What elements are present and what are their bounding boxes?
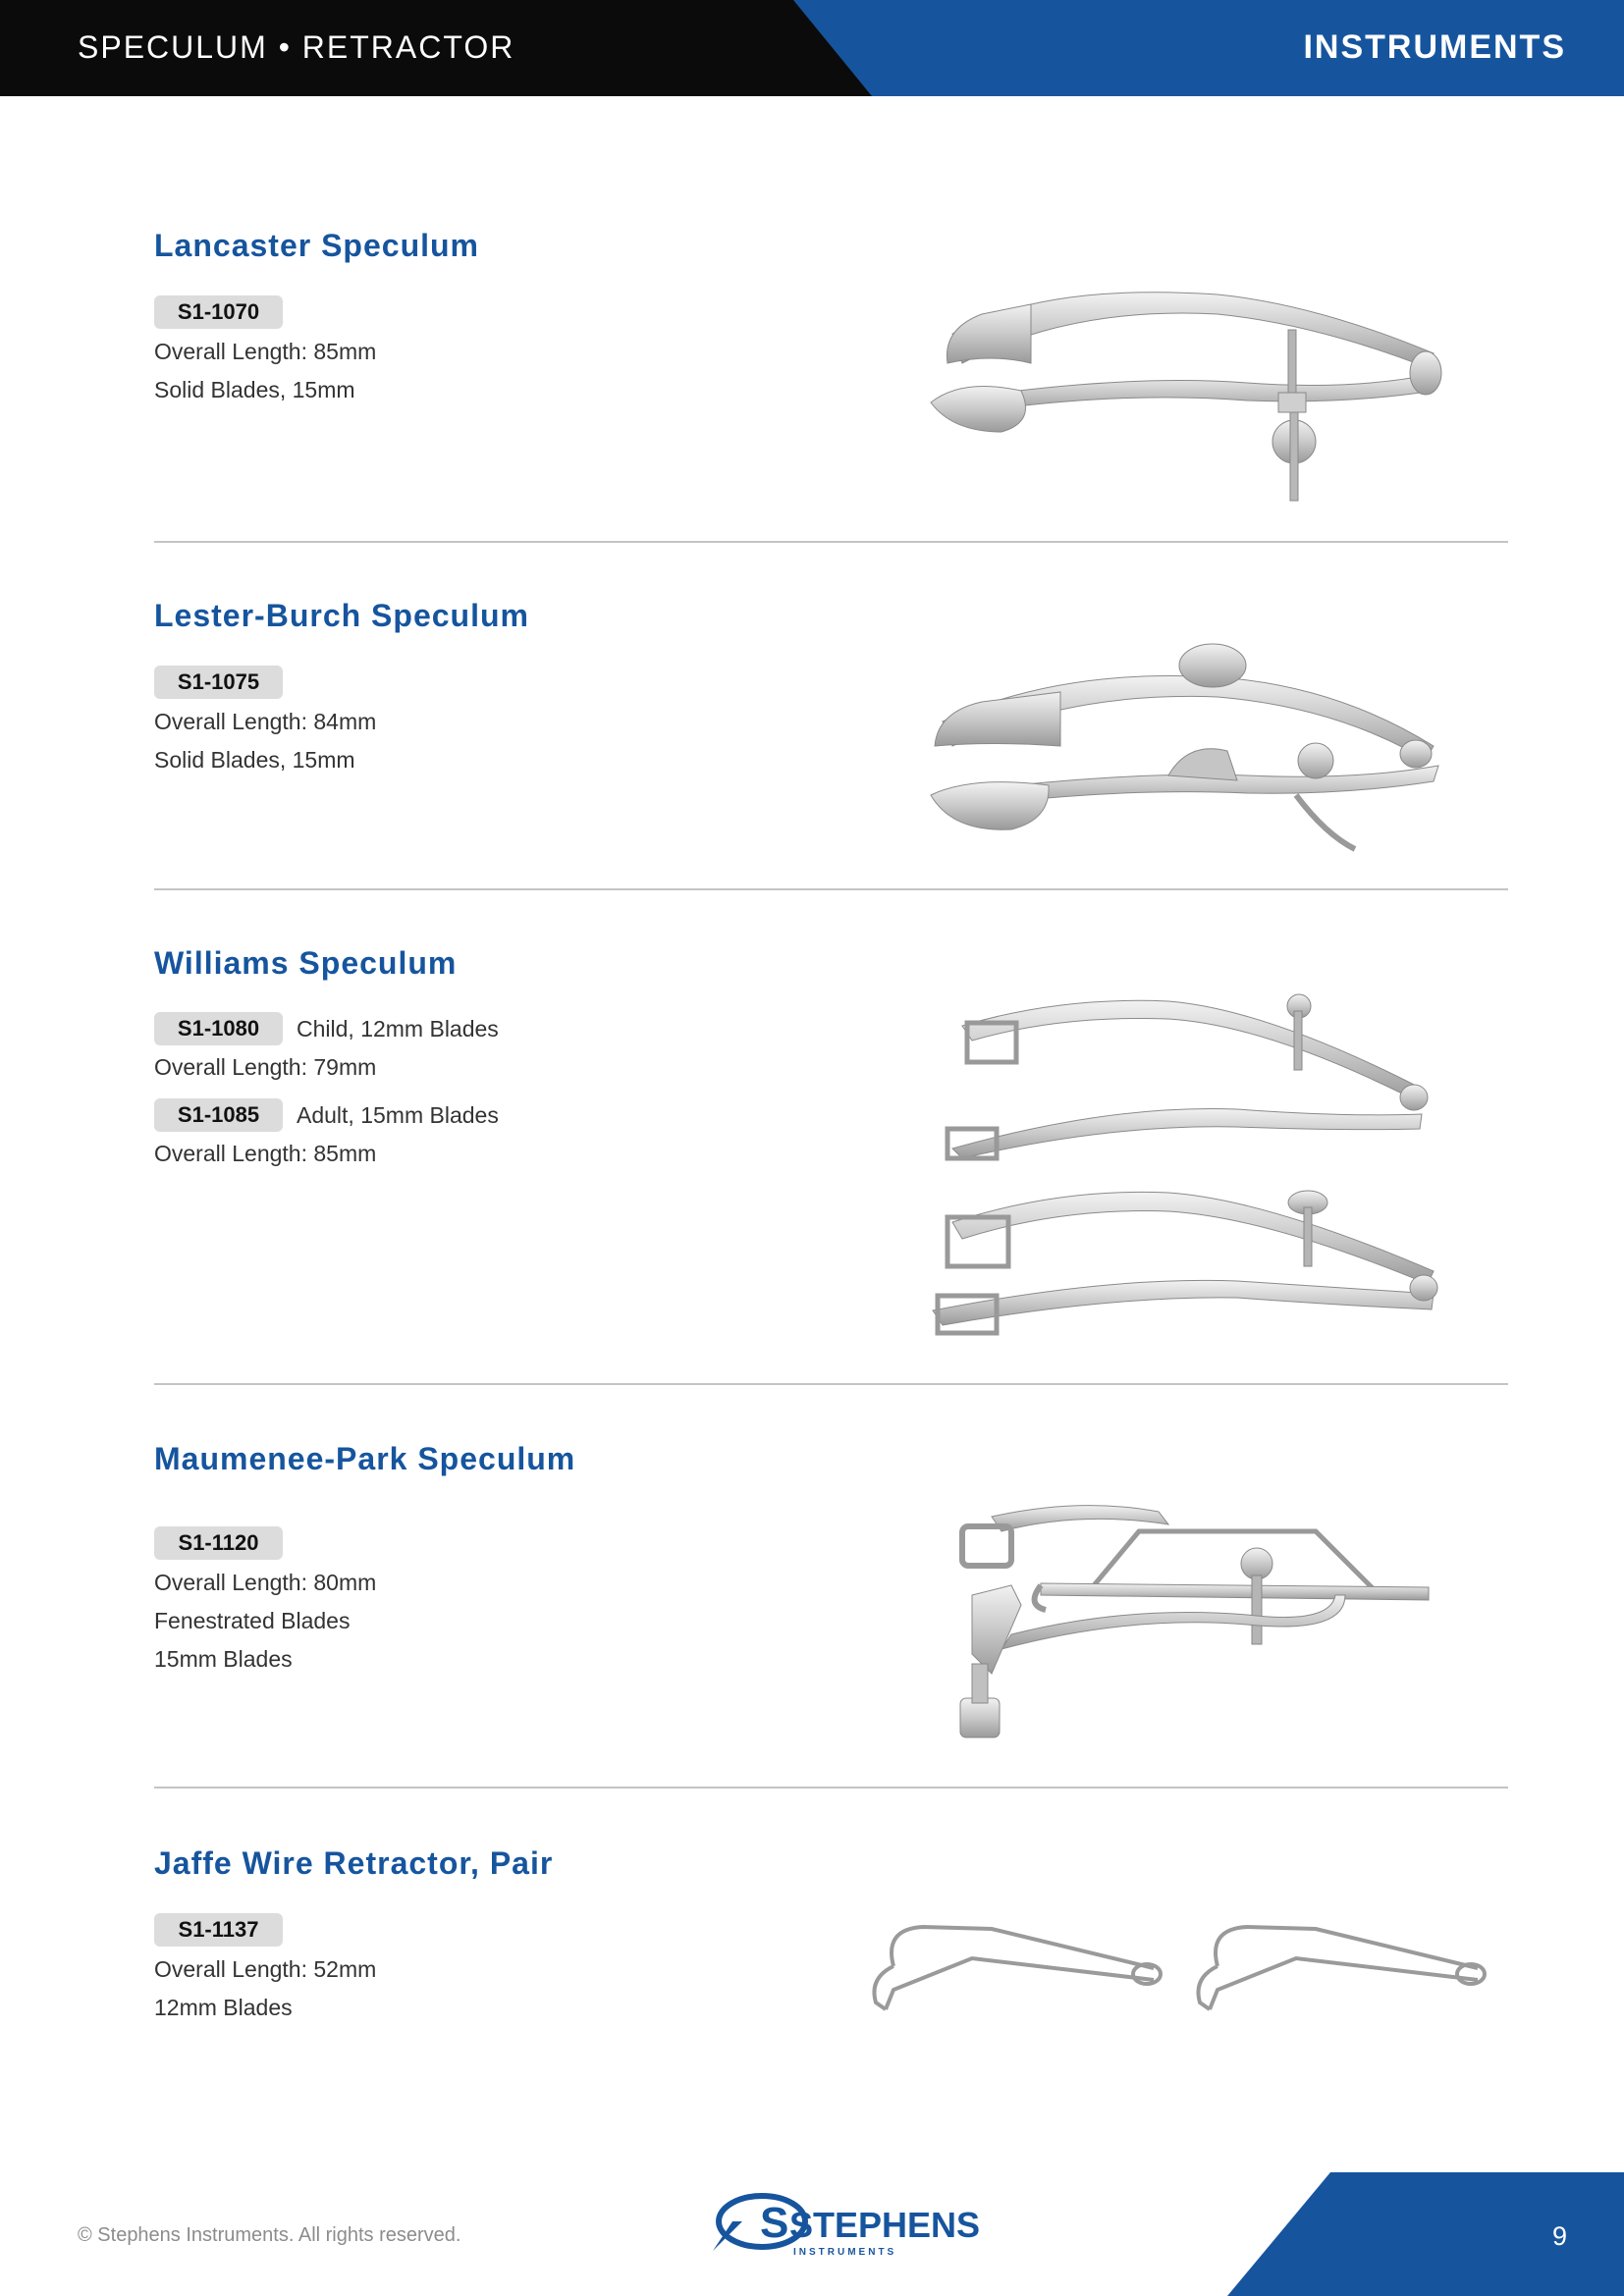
spec-line: Overall Length: 52mm [154,1956,377,1982]
section-divider [154,1383,1508,1385]
product-title: Lancaster Speculum [154,228,479,263]
spec-line: 12mm Blades [154,1995,293,2020]
lester-burch-speculum-illustration [923,638,1453,854]
spec-line: 15mm Blades [154,1646,293,1672]
product-code-badge: S1-1137 [154,1913,283,1947]
logo-lettering: STEPHENS [789,2205,981,2245]
page-number: 9 [1551,2221,1567,2251]
product-title: Lester-Burch Speculum [154,598,529,633]
product-title: Williams Speculum [154,945,458,981]
variant-note: Adult, 15mm Blades [297,1101,499,1128]
product-title: Jaffe Wire Retractor, Pair [154,1845,554,1881]
category-label: INSTRUMENTS [1303,28,1566,66]
section-title: SPECULUM • RETRACTOR [78,29,515,65]
spec-line: Overall Length: 79mm [154,1054,377,1080]
logo-lettering: S [760,2199,789,2247]
stephens-logo [713,2192,981,2261]
spec-line: Overall Length: 85mm [154,339,377,364]
lancaster-speculum-illustration [923,275,1453,510]
page-header [0,0,1624,96]
product-code-badge: S1-1120 [154,1526,283,1560]
product-code-badge: S1-1080 [154,1012,283,1045]
product-code-badge: S1-1085 [154,1098,283,1132]
product-code-badge: S1-1075 [154,666,283,699]
spec-line: Fenestrated Blades [154,1608,351,1633]
jaffe-wire-retractor-illustration [864,1919,1502,2017]
section-divider [154,888,1508,890]
spec-line: Overall Length: 84mm [154,709,377,734]
spec-line: Solid Blades, 15mm [154,377,355,402]
logo-subtext: INSTRUMENTS [793,2247,897,2258]
section-divider [154,1787,1508,1789]
spec-line: Overall Length: 80mm [154,1570,377,1595]
williams-speculum-illustration [913,982,1463,1345]
product-title: Maumenee-Park Speculum [154,1441,576,1476]
variant-note: Child, 12mm Blades [297,1015,499,1041]
spec-line: Overall Length: 85mm [154,1141,377,1166]
section-divider [154,541,1508,543]
spec-line: Solid Blades, 15mm [154,747,355,773]
product-code-badge: S1-1070 [154,295,283,329]
copyright-text: © Stephens Instruments. All rights reserved. [78,2224,461,2246]
maumenee-park-speculum-illustration [933,1497,1443,1747]
